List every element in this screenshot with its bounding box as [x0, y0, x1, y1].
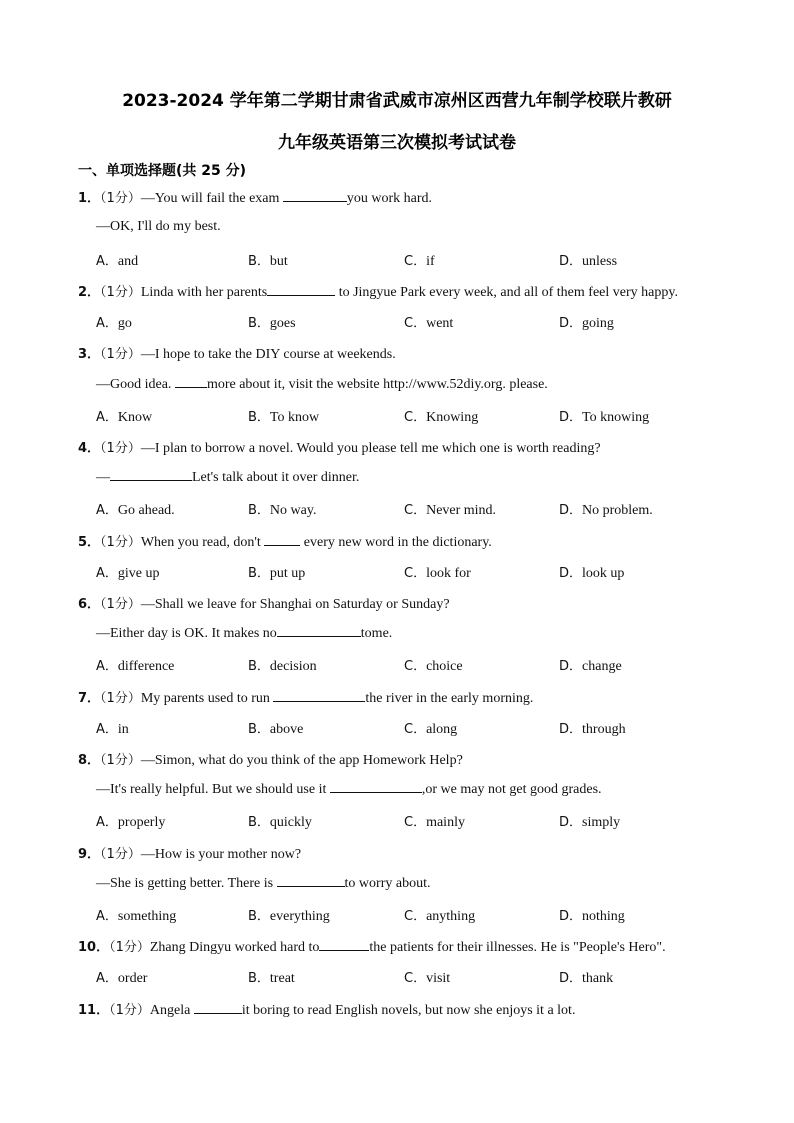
question-number: 10． — [78, 940, 110, 955]
option-a[interactable]: A．properly — [96, 815, 166, 830]
question-score: （1分） — [100, 847, 141, 862]
option-d[interactable]: D．To knowing — [559, 410, 650, 425]
question-text: Linda with her parents — [140, 285, 268, 300]
question-number: 9． — [78, 847, 101, 862]
option-d[interactable]: D．going — [559, 316, 614, 331]
question-score: （1分） — [100, 191, 141, 206]
question-number: 6． — [78, 597, 101, 612]
option-b[interactable]: B．To know — [248, 410, 320, 425]
answer-blank — [277, 874, 345, 887]
question-text: the patients for their illnesses. He is "People's Hero". — [369, 940, 666, 955]
option-b[interactable]: B．No way. — [248, 503, 317, 518]
option-c[interactable]: C．choice — [404, 659, 463, 674]
option-b[interactable]: B．quickly — [248, 815, 312, 830]
option-a[interactable]: A．go — [96, 316, 132, 331]
option-a[interactable]: A．order — [96, 971, 148, 986]
option-b[interactable]: B．decision — [248, 659, 317, 674]
option-d[interactable]: D．change — [559, 659, 622, 674]
question-text: —Simon, what do you think of the app Homework Help? — [140, 753, 463, 768]
answer-blank — [330, 780, 422, 793]
option-a[interactable]: A．give up — [96, 566, 160, 581]
question-9-stem — [78, 843, 301, 863]
question-1-stem — [78, 187, 432, 207]
option-b[interactable]: B．treat — [248, 971, 295, 986]
question-number: 3． — [78, 347, 101, 362]
question-score: （1分） — [100, 535, 141, 550]
question-score: （1分） — [109, 940, 150, 955]
option-d[interactable]: D．look up — [559, 566, 625, 581]
question-text: Zhang Dingyu worked hard to — [149, 940, 320, 955]
question-6-reply: —Either day is OK. It makes no tome. — [96, 626, 393, 641]
question-text: —I hope to take the DIY course at weekends. — [140, 347, 396, 362]
question-10-stem — [78, 936, 666, 956]
question-text: —Shall we leave for Shanghai on Saturday or Sunday? — [140, 597, 450, 612]
question-4-reply: — Let's talk about it over dinner. — [96, 470, 360, 485]
option-c[interactable]: C．Never mind. — [404, 503, 497, 518]
answer-blank — [175, 375, 207, 388]
option-d[interactable]: D．simply — [559, 815, 621, 830]
question-score: （1分） — [100, 347, 141, 362]
answer-blank — [283, 189, 347, 202]
question-score: （1分） — [100, 285, 141, 300]
question-3-stem — [78, 343, 396, 363]
answer-blank — [194, 1001, 242, 1014]
question-text: to Jingyue Park every week, and all of them feel very happy. — [335, 285, 678, 300]
question-text: —I plan to borrow a novel. Would you please tell me which one is worth reading? — [140, 441, 601, 456]
option-a[interactable]: A．Go ahead. — [96, 503, 175, 518]
question-4-stem — [78, 437, 601, 457]
section-heading: 一、单项选择题(共 25 分) — [78, 163, 247, 179]
option-d[interactable]: D．nothing — [559, 909, 625, 924]
option-a[interactable]: A．and — [96, 254, 139, 269]
question-3-reply: —Good idea. more about it, visit the website http://www.52diy.org. please. — [96, 377, 548, 392]
option-d[interactable]: D．through — [559, 722, 626, 737]
option-b[interactable]: B．put up — [248, 566, 306, 581]
question-text: My parents used to run — [140, 691, 274, 706]
option-b[interactable]: B．above — [248, 722, 304, 737]
exam-title-line1: 2023-2024 学年第二学期甘肃省武威市凉州区西营九年制学校联片教研 — [122, 91, 672, 111]
option-c[interactable]: C．if — [404, 254, 435, 269]
option-c[interactable]: C．look for — [404, 566, 471, 581]
question-8-stem — [78, 749, 463, 769]
answer-blank — [264, 533, 300, 546]
option-a[interactable]: A．something — [96, 909, 177, 924]
option-b[interactable]: B．goes — [248, 316, 296, 331]
answer-blank — [277, 624, 361, 637]
answer-blank — [110, 468, 192, 481]
option-c[interactable]: C．Knowing — [404, 410, 479, 425]
question-score: （1分） — [100, 597, 141, 612]
question-11-stem — [78, 999, 575, 1019]
option-a[interactable]: A．difference — [96, 659, 175, 674]
exam-title-line2: 九年级英语第三次模拟考试试卷 — [278, 133, 516, 153]
question-text: Angela — [149, 1003, 194, 1018]
question-text: it boring to read English novels, but now she enjoys it a lot. — [241, 1003, 576, 1018]
question-number: 1． — [78, 191, 101, 206]
question-number: 8． — [78, 753, 101, 768]
question-6-stem — [78, 593, 450, 613]
question-score: （1分） — [100, 753, 141, 768]
question-number: 4． — [78, 441, 101, 456]
option-d[interactable]: D．thank — [559, 971, 614, 986]
option-b[interactable]: B．but — [248, 254, 288, 269]
question-score: （1分） — [100, 441, 141, 456]
answer-blank — [319, 938, 369, 951]
option-a[interactable]: A．in — [96, 722, 129, 737]
option-a[interactable]: A．Know — [96, 410, 153, 425]
question-number: 7． — [78, 691, 101, 706]
answer-blank — [273, 689, 365, 702]
question-score: （1分） — [100, 691, 141, 706]
question-text: you work hard. — [346, 191, 433, 206]
option-c[interactable]: C．mainly — [404, 815, 465, 830]
question-text: —How is your mother now? — [140, 847, 302, 862]
question-2-stem — [78, 281, 678, 301]
option-c[interactable]: C．anything — [404, 909, 476, 924]
question-number: 2． — [78, 285, 101, 300]
option-d[interactable]: D．No problem. — [559, 503, 653, 518]
question-text: the river in the early morning. — [365, 691, 534, 706]
question-text: —You will fail the exam — [140, 191, 283, 206]
option-b[interactable]: B．everything — [248, 909, 330, 924]
question-1-reply: —OK, I'll do my best. — [96, 219, 221, 234]
question-5-stem — [78, 531, 492, 551]
question-8-reply: —It's really helpful. But we should use it ,or we may not get good grades. — [96, 782, 602, 797]
question-number: 11． — [78, 1003, 110, 1018]
question-text: When you read, don't — [140, 535, 265, 550]
question-9-reply: —She is getting better. There is to worry about. — [96, 876, 431, 891]
question-text: every new word in the dictionary. — [300, 535, 492, 550]
question-number: 5． — [78, 535, 101, 550]
question-score: （1分） — [109, 1003, 150, 1018]
question-7-stem — [78, 687, 533, 707]
option-c[interactable]: C．went — [404, 316, 454, 331]
option-c[interactable]: C．along — [404, 722, 458, 737]
answer-blank — [267, 283, 335, 296]
option-d[interactable]: D．unless — [559, 254, 618, 269]
option-c[interactable]: C．visit — [404, 971, 451, 986]
